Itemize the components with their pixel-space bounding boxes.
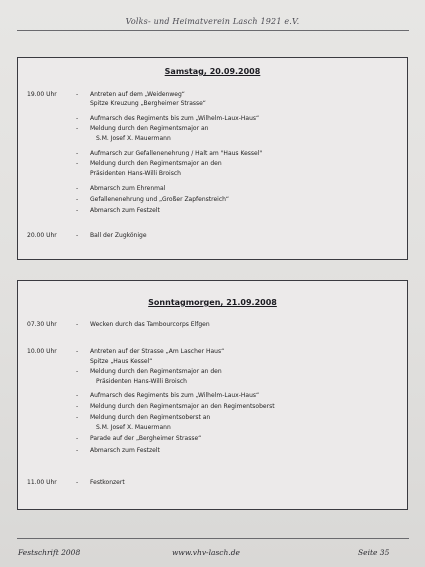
schedule-time: 20.00 Uhr <box>27 232 57 239</box>
schedule-time: 19.00 Uhr <box>27 91 57 98</box>
schedule-text: Spitze „Haus Kessel“ <box>90 358 153 365</box>
schedule-text: Präsidenten Hans-Willi Broisch <box>96 378 187 385</box>
schedule-text: Meldung durch den Regimentsmajor an den <box>90 160 222 167</box>
schedule-row <box>18 424 403 432</box>
schedule-dash: - <box>76 403 79 410</box>
schedule-text: Abmarsch zum Festzelt <box>90 447 160 454</box>
schedule-dash: - <box>76 414 79 421</box>
schedule-row <box>18 414 403 422</box>
schedule-row <box>18 196 403 204</box>
schedule-time: 11.00 Uhr <box>27 479 57 486</box>
schedule-dash: - <box>76 185 79 192</box>
schedule-row <box>18 321 403 329</box>
schedule-dash: - <box>76 160 79 167</box>
schedule-row <box>18 160 403 168</box>
schedule-text: Antreten auf der Strasse „Am Lascher Haus“ <box>90 348 225 355</box>
schedule-text: Wecken durch das Tambourcorps Elfgen <box>90 321 210 328</box>
schedule-text: Präsidenten Hans-Willi Broisch <box>90 170 181 177</box>
schedule-row <box>18 403 403 411</box>
schedule-row <box>18 135 403 143</box>
schedule-dash: - <box>76 479 79 486</box>
schedule-dash: - <box>76 125 79 132</box>
schedule-dash: - <box>76 321 79 328</box>
schedule-row <box>18 150 403 158</box>
schedule-row <box>18 185 403 193</box>
schedule-text: Ball der Zugkönige <box>90 232 147 239</box>
schedule-row <box>18 435 403 443</box>
schedule-text: Meldung durch den Regimentsmajor an den <box>90 368 222 375</box>
schedule-dash: - <box>76 150 79 157</box>
schedule-row <box>18 91 403 99</box>
schedule-text: Meldung durch den Regimentsoberst an <box>90 414 211 421</box>
schedule-row <box>18 170 403 178</box>
schedule-text: Meldung durch den Regimentsmajor an <box>90 125 209 132</box>
schedule-text: Meldung durch den Regimentsmajor an den Regimentsoberst <box>90 403 275 410</box>
schedule-text: Spitze Kreuzung „Bergheimer Strasse“ <box>90 100 206 107</box>
schedule-dash: - <box>76 348 79 355</box>
footer-left: Festschrift 2008 <box>18 548 81 557</box>
schedule-dash: - <box>76 207 79 214</box>
schedule-text: Abmarsch zum Ehrenmal <box>90 185 166 192</box>
schedule-dash: - <box>76 435 79 442</box>
schedule-dash: - <box>76 196 79 203</box>
schedule-dash: - <box>76 232 79 239</box>
schedule-row <box>18 447 403 455</box>
schedule-row <box>18 378 403 386</box>
schedule-dash: - <box>76 392 79 399</box>
schedule-time: 10.00 Uhr <box>27 348 57 355</box>
schedule-text: Abmarsch zum Festzelt <box>90 207 160 214</box>
schedule-text: Parade auf der „Bergheimer Strasse“ <box>90 435 202 442</box>
schedule-time: 07.30 Uhr <box>27 321 57 328</box>
schedule-row <box>18 479 403 487</box>
schedule-text: Gefallenenehrung und „Großer Zapfenstreich“ <box>90 196 230 203</box>
schedule-text: Aufmarsch des Regiments bis zum „Wilhelm-Laux-Haus“ <box>90 115 260 122</box>
schedule-row <box>18 368 403 376</box>
box-title-saturday: Samstag, 20.09.2008 <box>164 67 261 76</box>
schedule-text: S.M. Josef X. Mauermann <box>96 135 171 142</box>
schedule-row <box>18 100 403 108</box>
schedule-box-sunday <box>17 280 408 510</box>
schedule-dash: - <box>76 115 79 122</box>
schedule-text: Antreten auf dem „Weidenweg“ <box>90 91 185 98</box>
schedule-dash: - <box>76 368 79 375</box>
schedule-row <box>18 348 403 356</box>
schedule-row <box>18 115 403 123</box>
header-text: Volks- und Heimatverein Lasch 1921 e.V. <box>125 17 300 26</box>
schedule-row <box>18 207 403 215</box>
schedule-row <box>18 358 403 366</box>
schedule-row <box>18 392 403 400</box>
schedule-box-saturday <box>17 57 408 260</box>
schedule-text: S.M. Josef X. Mauermann <box>96 424 171 431</box>
footer-rule <box>17 538 409 539</box>
schedule-text: Aufmarsch des Regiments bis zum „Wilhelm-Laux-Haus“ <box>90 392 260 399</box>
footer-right: Seite 35 <box>358 548 390 557</box>
schedule-text: Aufmarsch zur Gefallenenehrung / Halt am "Haus Kessel" <box>90 150 263 157</box>
schedule-row <box>18 232 403 240</box>
box-title-sunday: Sonntagmorgen, 21.09.2008 <box>148 298 277 307</box>
header-rule <box>17 30 409 31</box>
schedule-row <box>18 125 403 133</box>
schedule-dash: - <box>76 91 79 98</box>
schedule-dash: - <box>76 447 79 454</box>
schedule-text: Festkonzert <box>90 479 125 486</box>
footer-center: www.vhv-lasch.de <box>172 548 240 557</box>
